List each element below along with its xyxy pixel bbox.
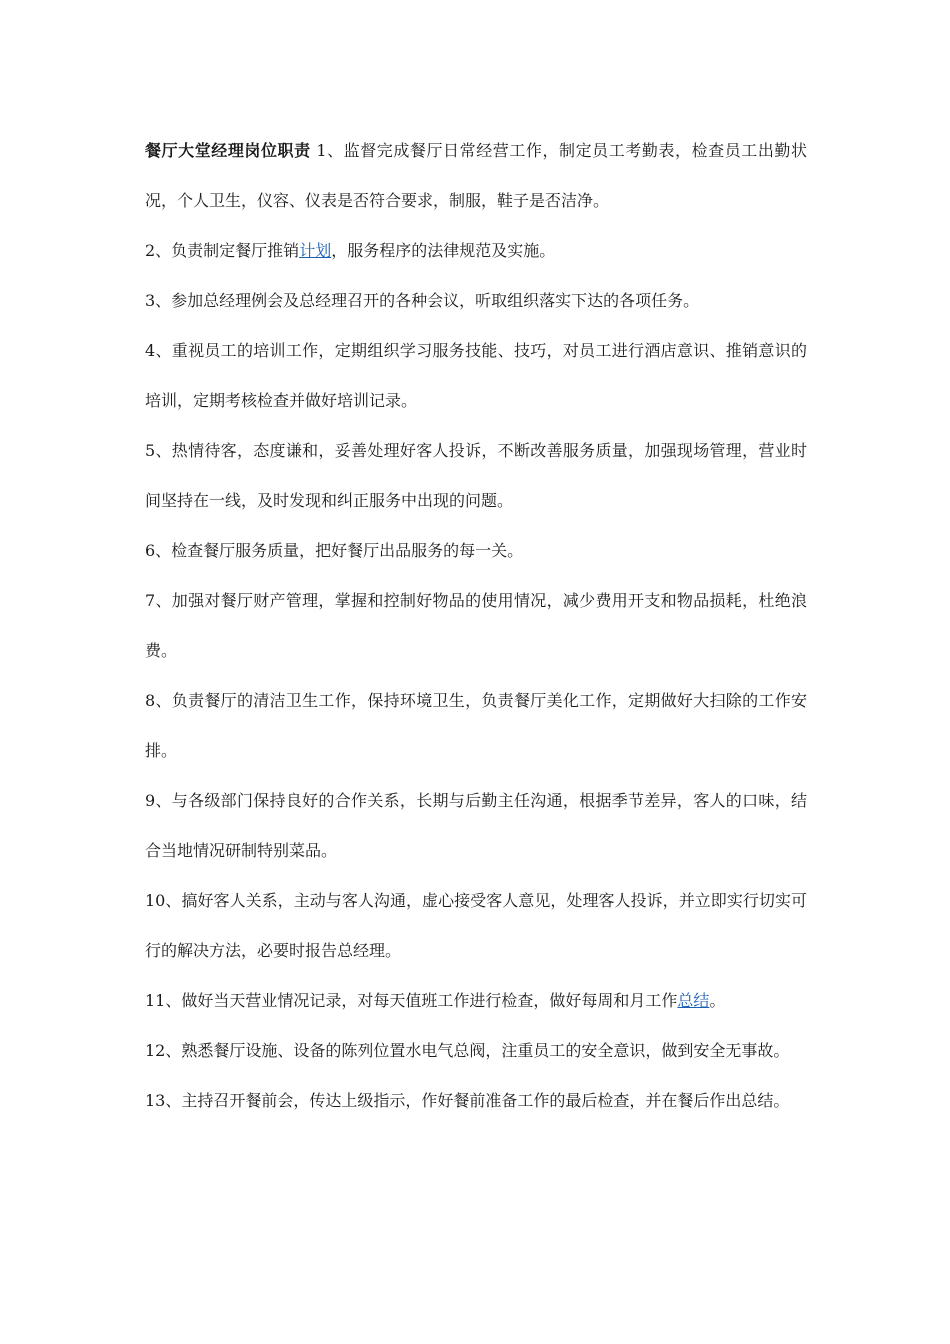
document-page <box>145 126 807 1126</box>
document-title: 餐厅大堂经理岗位职责 <box>145 141 311 160</box>
paragraph-10: 10、搞好客人关系，主动与客人沟通，虚心接受客人意见，处理客人投诉，并立即实行切实可行的解决方法，必要时报告总经理。 <box>145 891 807 960</box>
paragraph-text: ，服务程序的法律规范及实施。 <box>331 241 556 260</box>
paragraph-6: 6、检查餐厅服务质量，把好餐厅出品服务的每一关。 <box>145 541 524 560</box>
paragraph-5: 5、热情待客，态度谦和，妥善处理好客人投诉，不断改善服务质量，加强现场管理，营业时间坚持在一线，及时发现和纠正服务中出现的问题。 <box>145 441 807 510</box>
paragraph-3: 3、参加总经理例会及总经理召开的各种会议，听取组织落实下达的各项任务。 <box>145 291 700 310</box>
paragraph-9: 9、与各级部门保持良好的合作关系，长期与后勤主任沟通，根据季节差异，客人的口味，结合当地情况研制特别菜品。 <box>145 791 807 860</box>
paragraph-12: 12、熟悉餐厅设施、设备的陈列位置水电气总阀，注重员工的安全意识，做到安全无事故。 <box>145 1041 790 1060</box>
link-plan[interactable]: 计划 <box>299 241 332 260</box>
paragraph-8: 8、负责餐厅的清洁卫生工作，保持环境卫生，负责餐厅美化工作，定期做好大扫除的工作安排。 <box>145 691 807 760</box>
paragraph-text: 1、监督完成餐厅日常经营工作，制定员工考勤表，检查员工出勤状况，个人卫生，仪容、仪表是否符合要求，制服，鞋子是否洁净。 <box>145 141 807 210</box>
link-summary[interactable]: 总结 <box>677 991 710 1010</box>
paragraph-13: 13、主持召开餐前会，传达上级指示，作好餐前准备工作的最后检查，并在餐后作出总结。 <box>145 1091 790 1110</box>
paragraph-2 <box>145 226 807 276</box>
paragraph-7: 7、加强对餐厅财产管理，掌握和控制好物品的使用情况，减少费用开支和物品损耗，杜绝浪费。 <box>145 591 807 660</box>
paragraph-text: 11、做好当天营业情况记录，对每天值班工作进行检查，做好每周和月工作 <box>145 991 678 1010</box>
paragraph-text: 2、负责制定餐厅推销 <box>145 241 300 260</box>
paragraph-11 <box>145 976 807 1026</box>
paragraph-4: 4、重视员工的培训工作，定期组织学习服务技能、技巧，对员工进行酒店意识、推销意识的培训，定期考核检查并做好培训记录。 <box>145 341 807 410</box>
paragraph-1 <box>145 126 807 226</box>
paragraph-text: 。 <box>709 991 726 1010</box>
